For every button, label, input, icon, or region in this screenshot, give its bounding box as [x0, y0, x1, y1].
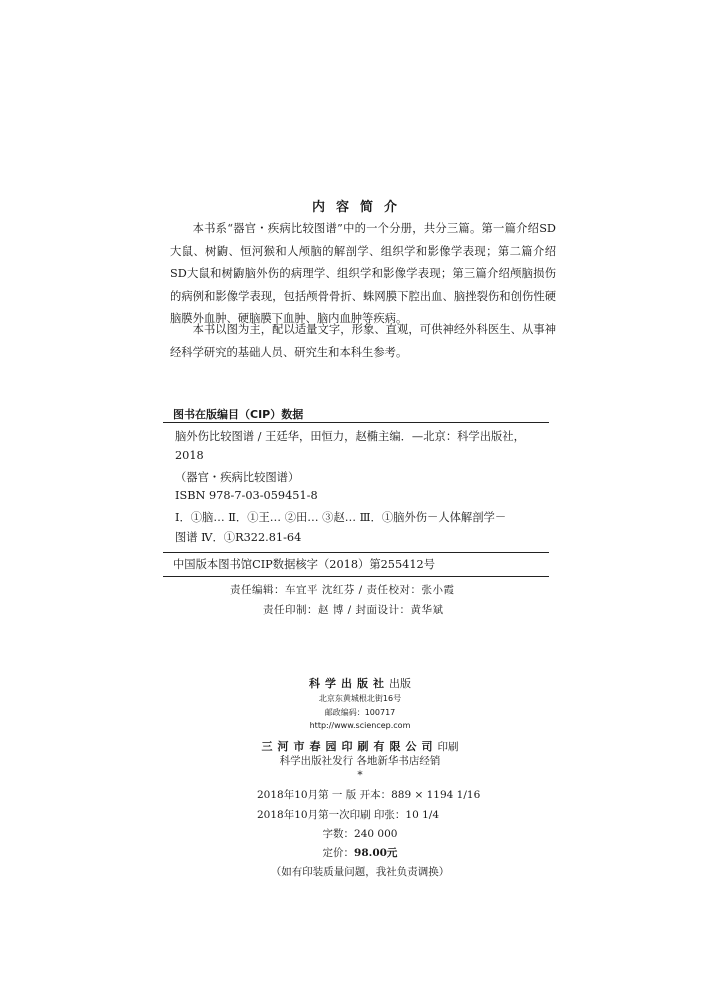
printer-action: 印刷: [437, 741, 459, 753]
cip-line-isbn: ISBN 978-7-03-059451-8: [175, 489, 318, 502]
distribution-line: 科学出版社发行 各地新华书店经销: [279, 755, 441, 767]
price-value: 98.00元: [354, 847, 398, 859]
printer-line: [0, 735, 720, 754]
edition-line: 2018年10月第 一 版 开本：889 × 1194 1/16: [257, 789, 481, 801]
cip-line-classification-1: Ⅰ．①脑… Ⅱ．①王… ②田… ③赵… Ⅲ．①脑外伤－人体解剖学－: [175, 511, 507, 524]
separator-star: *: [357, 769, 363, 781]
cip-line-year: 2018: [175, 449, 204, 462]
printing-line: 2018年10月第一次印刷 印张：10 1/4: [257, 809, 440, 821]
summary-title: 内容简介: [311, 200, 408, 215]
cip-line-series: （器官・疾病比较图谱）: [175, 471, 300, 484]
cip-top-rule: [163, 422, 549, 423]
price-label: 定价：: [322, 847, 355, 859]
publisher-line: [0, 672, 720, 691]
cip-heading: 图书在版编目（CIP）数据: [173, 408, 304, 421]
word-count: 字数：240 000: [322, 828, 398, 840]
publisher-name: 科学出版社: [309, 677, 389, 690]
cip-bottom-rule: [163, 576, 549, 577]
summary-paragraph-2: 本书以图为主，配以适量文字，形象、直观，可供神经外科医生、从事神经科学研究的基础人员、研究生和本科生参考。: [170, 323, 556, 359]
printer-name: 三河市春园印刷有限公司: [261, 740, 438, 753]
credits-printing-design: 责任印制：赵 博 / 封面设计：黄华斌: [263, 604, 444, 616]
cip-record-number: 中国版本图书馆CIP数据核字（2018）第255412号: [173, 558, 436, 571]
cip-line-title: 脑外伤比较图谱 / 王廷华，田恒力，赵椭主编．—北京：科学出版社，: [175, 430, 525, 443]
cip-line-classification-2: 图谱 Ⅳ．①R322.81-64: [175, 531, 302, 544]
cip-mid-rule: [163, 552, 549, 553]
quality-note: （如有印装质量问题，我社负责调换）: [270, 866, 450, 878]
price-line: [0, 845, 720, 860]
publisher-action: 出版: [389, 677, 411, 690]
publisher-url: http://www.sciencep.com: [309, 721, 411, 730]
credits-editors: 责任编辑：车宜平 沈红芬 / 责任校对：张小霞: [230, 584, 455, 596]
publisher-postcode: 邮政编码：100717: [324, 708, 396, 717]
summary-paragraph-1: 本书系“器官・疾病比较图谱”中的一个分册，共分三篇。第一篇介绍SD大鼠、树鼩、恒河猴和人颅脑的解剖学、组织学和影像学表现；第二篇介绍SD大鼠和树鼩脑外伤的病理学、组织学和影像学表现；第三篇介绍颅脑损伤的病例和影像学表现，包括颅骨骨折、蛛网膜下腔出血、脑挫裂伤和创伤性硬脑膜外血肿、硬脑膜下血肿、脑内血肿等疾病。: [170, 222, 556, 325]
publisher-address: 北京东黄城根北街16号: [318, 694, 402, 703]
